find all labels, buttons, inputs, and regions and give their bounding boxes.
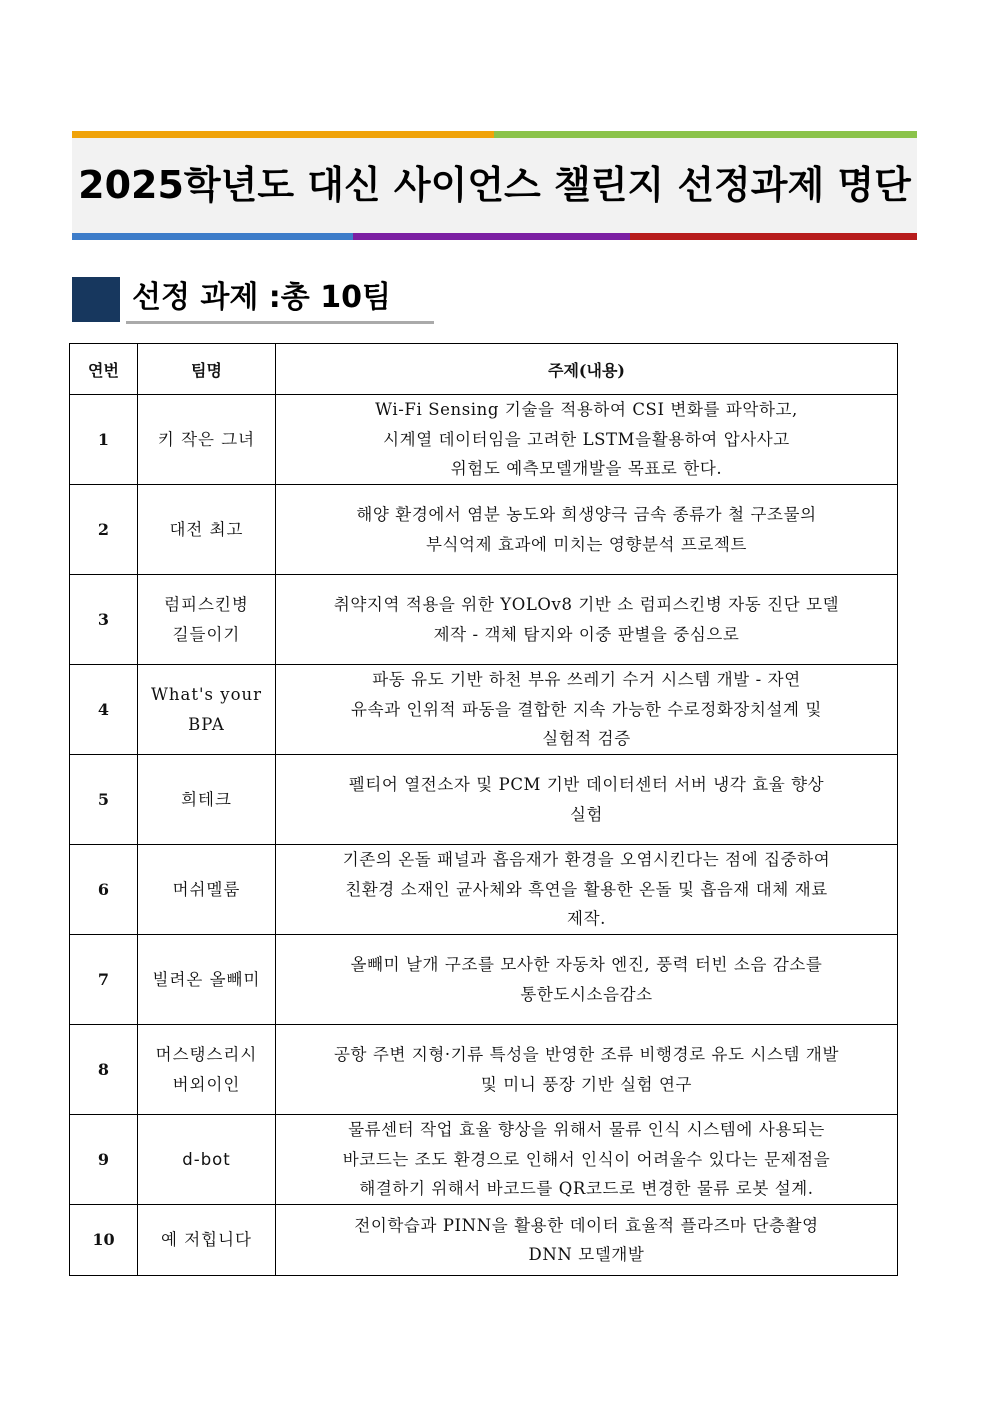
team-name-cell	[138, 845, 276, 935]
team-name-line: What's your	[150, 685, 263, 704]
topic-line: 펠티어 열전소자 및 PCM 기반 데이터센터 서버 냉각 효율 향상	[348, 775, 825, 794]
page-title: 2025학년도 대신 사이언스 챌린지 선정과제 명단	[78, 163, 911, 207]
team-name-cell	[138, 1115, 276, 1205]
topic-cell	[276, 1205, 898, 1276]
bottom-bar-segment-red	[630, 233, 917, 240]
team-name-line: d-bot	[182, 1149, 231, 1169]
topic-line: 공항 주변 지형·기류 특성을 반영한 조류 비행경로 유도 시스템 개발	[333, 1045, 839, 1064]
topic-line: 해결하기 위해서 바코드를 QR코드로 변경한 물류 로봇 설계.	[359, 1179, 814, 1199]
team-name-cell	[138, 755, 276, 845]
row-number: 10	[70, 1205, 138, 1276]
topic-line: 유속과 인위적 파동을 결합한 지속 가능한 수로정화장치설계 및	[351, 699, 822, 719]
header-team: 팀명	[138, 344, 276, 395]
team-name-cell	[138, 1205, 276, 1276]
bottom-bar-segment-blue	[72, 233, 353, 240]
topic-line: 및 미니 풍장 기반 실험 연구	[480, 1074, 693, 1094]
table-row	[70, 485, 898, 575]
team-name-cell	[138, 575, 276, 665]
table-row	[70, 755, 898, 845]
selection-table	[69, 343, 898, 1276]
table-row	[70, 395, 898, 485]
team-name-line: 희테크	[181, 789, 232, 809]
topic-line: 취약지역 적용을 위한 YOLOv8 기반 소 럼피스킨병 자동 진단 모델	[333, 595, 840, 614]
table-row	[70, 935, 898, 1025]
team-name-line: 키 작은 그녀	[157, 429, 256, 449]
topic-line: 제작.	[567, 909, 606, 929]
team-name-line: 예 저힙니다	[161, 1230, 252, 1250]
topic-cell	[276, 575, 898, 665]
header-number: 연번	[70, 344, 138, 395]
table-row	[70, 1205, 898, 1276]
row-number: 3	[70, 575, 138, 665]
team-name-line: 머스탱스리시	[155, 1045, 258, 1064]
header-topic: 주제(내용)	[276, 344, 898, 395]
row-number: 7	[70, 935, 138, 1025]
row-number: 5	[70, 755, 138, 845]
title-banner	[72, 131, 917, 241]
topic-cell	[276, 1115, 898, 1205]
team-name-line: 빌려온 올빼미	[152, 969, 261, 989]
table-row	[70, 1115, 898, 1205]
team-name-cell	[138, 485, 276, 575]
table-row	[70, 575, 898, 665]
team-name-line: 럼피스킨병	[164, 595, 249, 614]
row-number: 2	[70, 485, 138, 575]
topic-cell	[276, 935, 898, 1025]
topic-line: 부식억제 효과에 미치는 영향분석 프로젝트	[425, 534, 748, 554]
topic-line: 제작 - 객체 탐지와 이중 판별을 중심으로	[433, 624, 740, 644]
topic-line: 실험	[569, 804, 604, 824]
topic-line: 위험도 예측모델개발을 목표로 한다.	[450, 459, 723, 479]
table-row	[70, 665, 898, 755]
table-header-row	[70, 344, 898, 395]
team-name-line: 버외이인	[172, 1074, 241, 1094]
topic-line: Wi-Fi Sensing 기술을 적용하여 CSI 변화를 파악하고,	[375, 400, 798, 420]
team-name-cell	[138, 395, 276, 485]
top-bar-segment-green	[494, 131, 917, 138]
top-bar-segment-orange	[72, 131, 494, 138]
row-number: 8	[70, 1025, 138, 1115]
topic-line: 통한도시소음감소	[520, 984, 653, 1004]
topic-line: 실험적 검증	[542, 729, 631, 749]
topic-line: 바코드는 조도 환경으로 인해서 인식이 어려울수 있다는 문제점을	[342, 1149, 831, 1169]
topic-cell	[276, 485, 898, 575]
topic-cell	[276, 755, 898, 845]
team-name-line: 길들이기	[172, 624, 241, 644]
topic-cell	[276, 665, 898, 755]
topic-line: 전이학습과 PINN을 활용한 데이터 효율적 플라즈마 단층촬영	[354, 1215, 819, 1235]
topic-cell	[276, 395, 898, 485]
section-title: 선정 과제 :총 10팀	[132, 280, 391, 315]
row-number: 6	[70, 845, 138, 935]
topic-line: 물류센터 작업 효율 향상을 위해서 물류 인식 시스템에 사용되는	[348, 1120, 825, 1140]
team-name-cell	[138, 935, 276, 1025]
topic-line: DNN 모델개발	[528, 1245, 645, 1264]
team-name-cell	[138, 1025, 276, 1115]
topic-line: 시계열 데이터임을 고려한 LSTM을활용하여 압사사고	[383, 429, 790, 449]
section-marker	[72, 277, 120, 322]
team-name-cell	[138, 665, 276, 755]
topic-line: 해양 환경에서 염분 농도와 희생양극 금속 종류가 철 구조물의	[356, 505, 817, 524]
topic-cell	[276, 845, 898, 935]
table-row	[70, 845, 898, 935]
team-name-line: BPA	[188, 714, 225, 734]
topic-cell	[276, 1025, 898, 1115]
team-name-line: 머쉬멜룸	[172, 879, 241, 899]
topic-line: 파동 유도 기반 하천 부유 쓰레기 수거 시스템 개발 - 자연	[372, 670, 801, 690]
bottom-bar-segment-purple	[353, 233, 630, 240]
row-number: 9	[70, 1115, 138, 1205]
topic-line: 올빼미 날개 구조를 모사한 자동차 엔진, 풍력 터빈 소음 감소를	[350, 955, 823, 974]
table-row	[70, 1025, 898, 1115]
topic-line: 기존의 온돌 패널과 흡음재가 환경을 오염시킨다는 점에 집중하여	[342, 850, 831, 870]
section-underline	[126, 321, 434, 324]
team-name-line: 대전 최고	[169, 519, 244, 539]
row-number: 4	[70, 665, 138, 755]
topic-line: 친환경 소재인 균사체와 흑연을 활용한 온돌 및 흡음재 대체 재료	[345, 879, 828, 899]
row-number: 1	[70, 395, 138, 485]
